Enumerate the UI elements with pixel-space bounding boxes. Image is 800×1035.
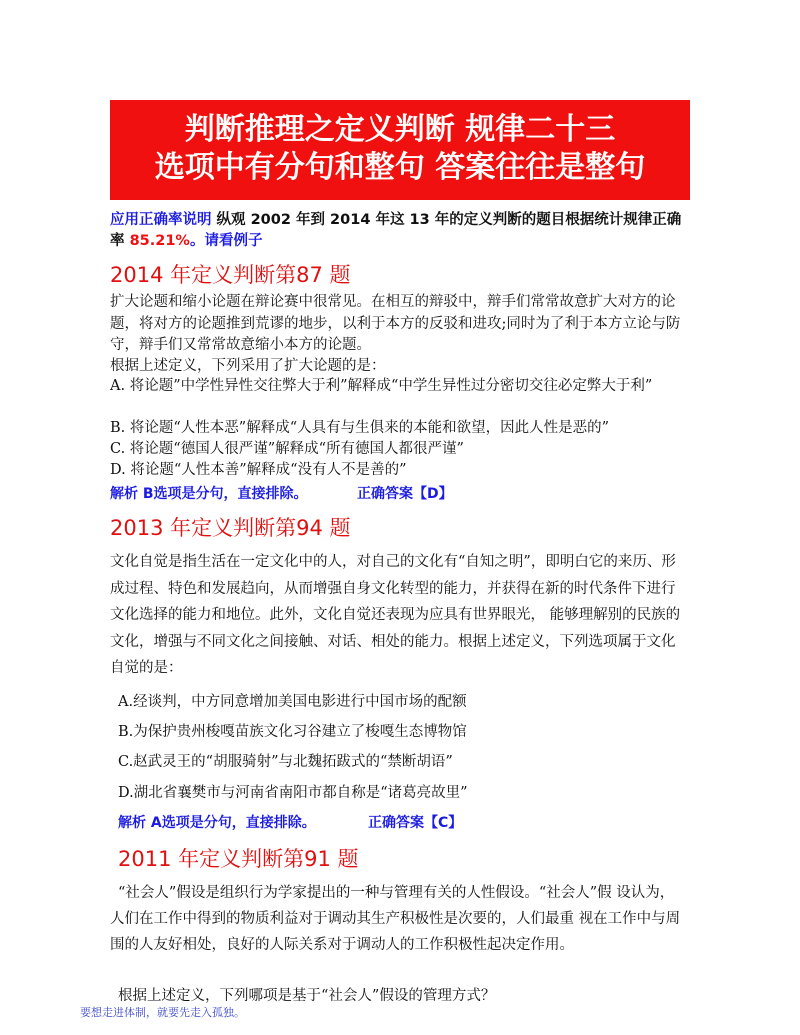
q1-analysis: 解析 B选项是分句，直接排除。 [110,486,308,502]
q2-title: 2013 年定义判断第94 题 [110,516,351,540]
q1-question: 根据上述定义，下列采用了扩大论题的是： [110,358,386,374]
q1-option-b: B. 将论题“人性本恶”解释成“人具有与生俱来的本能和欲望，因此人性是恶的” [110,420,610,436]
q2-analysis: 解析 A选项是分句，直接排除。 [118,815,316,831]
accuracy-value: 85.21% [129,233,190,249]
q2-option-d: D.湖北省襄樊市与河南省南阳市都自称是“诸葛亮故里” [118,785,468,801]
q1-answer: 正确答案【D】 [357,486,453,502]
q1-option-c: C. 将论题“德国人很严谨”解释成“所有德国人都很严谨” [110,441,464,457]
q1-stem: 扩大论题和缩小论题在辩论赛中很常见。在相互的辩驳中，辩手们常常故意扩大对方的论题，将对方的论题推到荒谬的地步，以利于本方的反驳和进攻;同时为了利于本方立论与防守，辩手们又常常故意缩小本方的论题。 [110,294,681,353]
footer-motto: 要想走进体制，就要先走入孤独。 [80,1006,245,1019]
q3-question: 根据上述定义，下列哪项是基于“社会人”假设的管理方式？ [118,988,496,1004]
q3-stem: “社会人”假设是组织行为学家提出的一种与管理有关的人性假设。“社会人”假 设认为，人们在工作中得到的物质利益对于调动其生产积极性是次要的，人们最重 视在工作中与周围的人友好相处，良好的人际关系对于调动人的工作积极性起决定作用。 [110,885,681,953]
q2-option-c: C.赵武灵王的“胡服骑射”与北魏拓跋式的“禁断胡语” [118,754,453,770]
accuracy-text: 纵观 2002 年到 2014 年这 13 年的定义判断的题目根据统计规律正确率 [110,212,682,249]
banner-line-1: 判断推理之定义判断 规律二十三 [184,112,616,147]
q2-answer: 正确答案【C】 [368,815,463,831]
accuracy-note [110,210,695,252]
accuracy-label: 应用正确率说明 [110,212,212,228]
q2-stem: 文化自觉是指生活在一定文化中的人，对自己的文化有“自知之明”，即明白它的来历、形成过程、特色和发展趋向，从而增强自身文化转型的能力，并获得在新的时代条件下进行文化选择的能力和地位。此外，文化自觉还表现为应具有世界眼光， 能够理解别的民族的文化，增强与不同文化之间接触、对话、相处的能力。根据上述定义，下列选项属于文化自觉的是： [110,554,681,676]
q1-option-a: A. 将论题”中学性异性交往弊大于利”解释成“中学生异性过分密切交往必定弊大于利” [110,378,653,394]
accuracy-tail: 。请看例子 [189,233,263,249]
q1-option-d: D. 将论题“人性本善”解释成“没有人不是善的” [110,462,407,478]
q3-title: 2011 年定义判断第91 题 [118,847,359,871]
banner-line-2: 选项中有分句和整句 答案往往是整句 [154,150,646,185]
title-banner [110,100,690,200]
q2-option-b: B.为保护贵州梭嘎苗族文化习谷建立了梭嘎生态博物馆 [118,724,467,740]
q2-option-a: A.经谈判，中方同意增加美国电影进行中国市场的配额 [118,694,467,710]
q1-title: 2014 年定义判断第87 题 [110,263,351,287]
